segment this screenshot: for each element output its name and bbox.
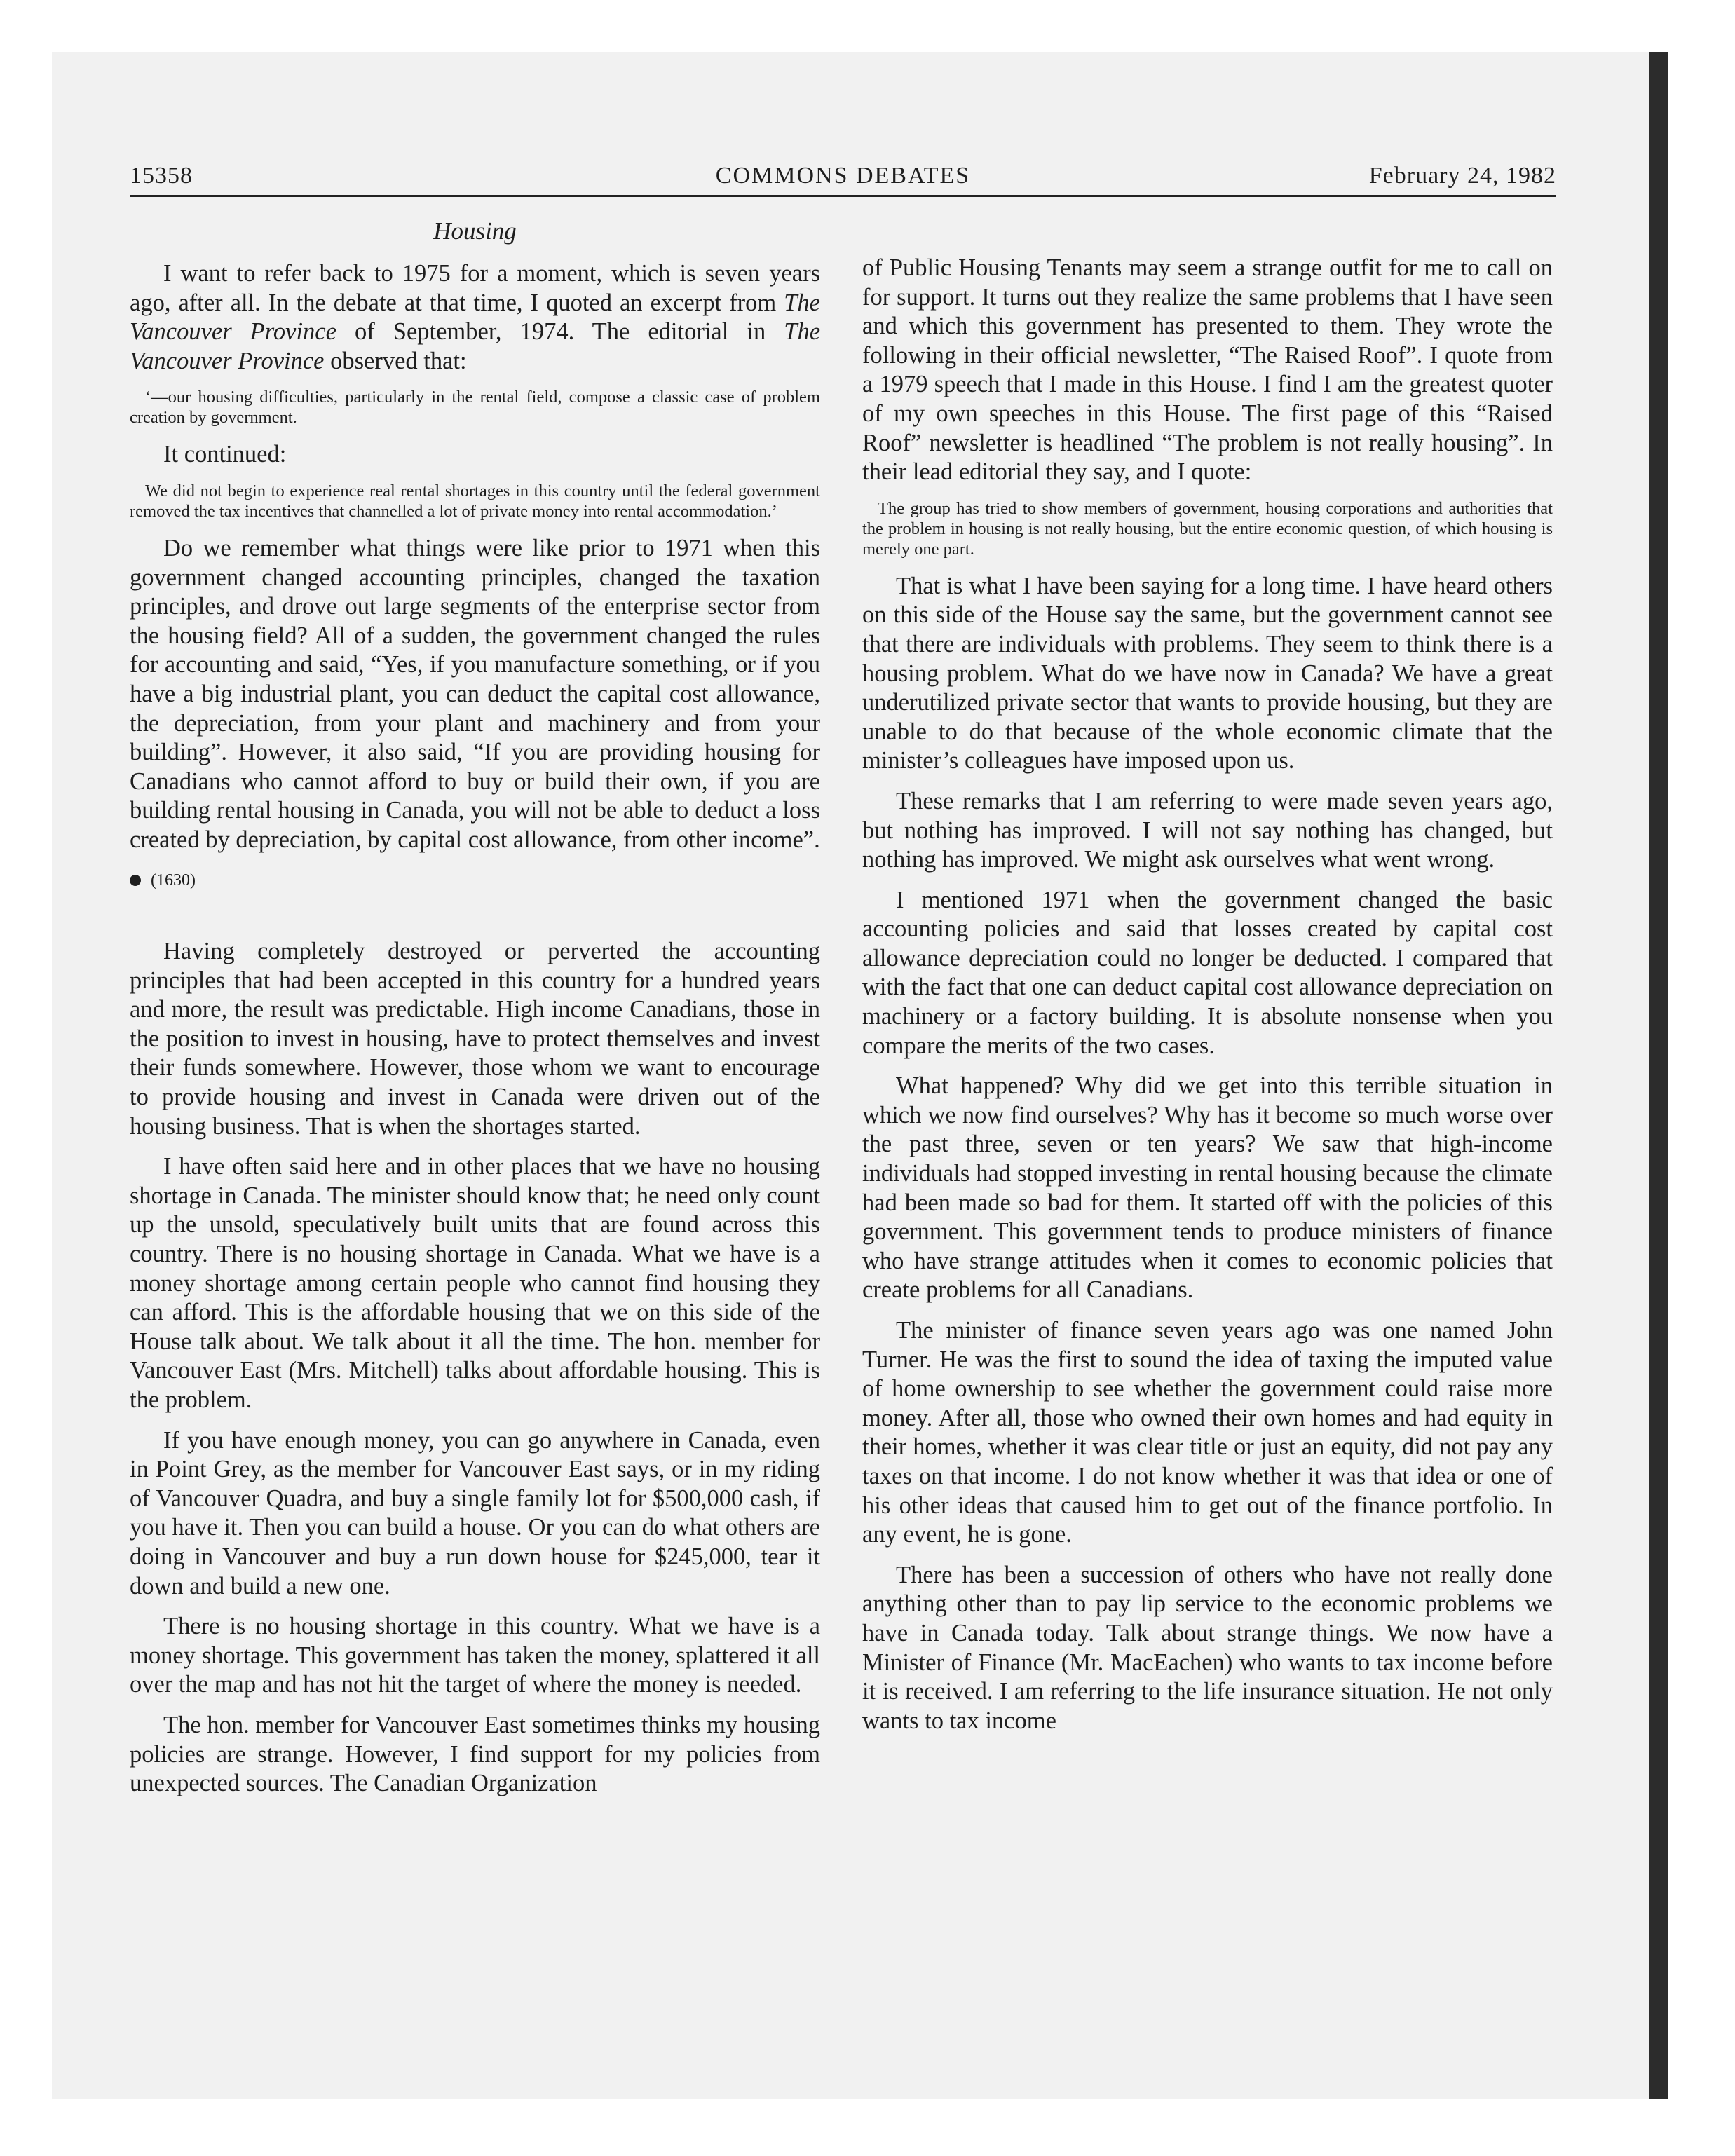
paragraph: There has been a succession of others who have not really done anything other than to pay lip service to the economic problems we have in Canada today. Talk about strange things. We now have a Minister of Finance (Mr. MacEachen) who wants to tax income before it is received. I am referring to the life insurance situation. He not only wants to tax income xyxy=(862,1561,1553,1734)
scan-edge-shadow xyxy=(1649,52,1668,2099)
publication-title: COMMONS DEBATES xyxy=(715,163,971,189)
bullet-icon xyxy=(130,875,141,886)
paragraph: Do we remember what things were like prior to 1971 when this government changed accounting principles, changed the taxation principles, and drove out large segments of the enterprise sector from the housing field? All of a sudden, the government changed the rules for accounting and said, “Yes, if you manufacture something, or if you have a big industrial plant, you can deduct the capital cost allowance, the depreciation, from your plant and machinery and from your building”. However, it also said, “If you are providing housing for Canadians who cannot afford to buy or build their own, if you are building rental housing in Canada, you will not be able to deduct a loss created by depreciation, by capital cost allowance, from other income”. xyxy=(130,534,820,853)
time-stamp xyxy=(130,866,820,896)
paragraph: I have often said here and in other places that we have no housing shortage in Canada. The minister should know that; he need only count up the unsold, speculatively built units that are found across this country. There is no housing shortage in Canada. What we have is a money shortage among certain people who cannot find housing they can afford. This is the affordable housing that we on this side of the House talk about. We talk about it all the time. The hon. member for Vancouver East (Mrs. Mitchell) talks about affordable housing. This is the problem. xyxy=(130,1153,820,1413)
section-heading: Housing xyxy=(433,217,517,245)
header-date: February 24, 1982 xyxy=(1368,163,1556,189)
page-number: 15358 xyxy=(130,163,193,189)
left-column xyxy=(130,210,820,1810)
paragraph-text: observed that: xyxy=(324,347,467,374)
paragraph: The minister of finance seven years ago was one named John Turner. He was the first to sound the idea of taxing the imputed value of home ownership to see whether the government could raise more money. After all, those who owned their own homes and had equity in their homes, whether it was clear title or just an equity, did not pay any taxes on that income. I do not know whether it was that idea or one of his other ideas that caused him to get out of the finance portfolio. In any event, he is gone. xyxy=(862,1317,1553,1548)
paragraph: If you have enough money, you can go anywhere in Canada, even in Point Grey, as the member for Vancouver East says, or in my riding of Vancouver Quadra, and buy a single family lot for $500,000 cash, if you have it. Then you can build a house. Or you can do what others are doing in Vancouver and buy a run down house for $245,000, tear it down and build a new one. xyxy=(130,1426,820,1599)
paragraph: I mentioned 1971 when the government changed the basic accounting policies and said that losses created by capital cost allowance depreciation could no longer be deducted. I compared that with the fact that one can deduct capital cost allowance depreciation on machinery or a factory building. It is absolute nonsense when you compare the merits of the two cases. xyxy=(862,886,1553,1059)
paragraph: There is no housing shortage in this country. What we have is a money shortage. This government has taken the money, splattered it all over the map and has not hit the target of where the money is needed. xyxy=(130,1613,820,1698)
paragraph: It continued: xyxy=(163,441,287,468)
paragraph-text: I want to refer back to 1975 for a moment, which is seven years ago, after all. In the debate at that time, I quoted an excerpt from xyxy=(130,260,820,316)
paragraph xyxy=(130,259,820,376)
newspaper-title: The Vancouver Province xyxy=(130,318,821,374)
paragraph-text: of September, 1974. The editorial in xyxy=(336,318,784,346)
paragraph: That is what I have been saying for a long time. I have heard others on this side of the House say the same, but the government cannot see that there are individuals with problems. They seem to think there is a housing problem. What do we have now in Canada? We have a great underutilized private sector that wants to provide housing, but they are unable to do that because of the whole economic climate that the minister’s colleagues have imposed upon us. xyxy=(862,572,1553,775)
block-quote: ‘—our housing difficulties, particularly in the rental field, compose a classic case of problem creation by government. xyxy=(130,388,820,428)
newspaper-title: The Vancouver Province xyxy=(130,289,820,346)
paragraph: The hon. member for Vancouver East sometimes thinks my housing policies are strange. However, I find support for my policies from unexpected sources. The Canadian Organization xyxy=(130,1711,820,1797)
right-column xyxy=(862,254,1553,1747)
paragraph: These remarks that I am referring to were made seven years ago, but nothing has improved. I will not say nothing has changed, but nothing has improved. We might ask ourselves what went wrong. xyxy=(862,787,1553,873)
running-header xyxy=(130,158,1556,197)
time-stamp-text: (1630) xyxy=(151,871,196,889)
paragraph: What happened? Why did we get into this terrible situation in which we now find ourselves? Why has it become so much worse over the past three, seven or ten years? We saw that high-income individuals had stopped investing in rental housing because the climate had been made so bad for them. It started off with the policies of this government. This government tends to produce ministers of finance who have strange attitudes when it comes to economic policies that create problems for all Canadians. xyxy=(862,1072,1553,1304)
block-quote: We did not begin to experience real rental shortages in this country until the federal government removed the tax incentives that channelled a lot of private money into rental accommodation.’ xyxy=(130,481,820,521)
block-quote: The group has tried to show members of government, housing corporations and authorities that the problem in housing is not really housing, but the entire economic question, of which housing is merely one part. xyxy=(862,498,1553,559)
paragraph: of Public Housing Tenants may seem a strange outfit for me to call on for support. It turns out they realize the same problems that I have seen and which this government has presented to them. They wrote the following in their official newsletter, “The Raised Roof”. I quote from a 1979 speech that I made in this House. I find I am the greatest quoter of my own speeches in this House. The first page of this “Raised Roof” newsletter is headlined “The problem is not really housing”. In their lead editorial they say, and I quote: xyxy=(862,254,1553,486)
paragraph: Having completely destroyed or perverted the accounting principles that had been accepted in this country for a hundred years and more, the result was predictable. High income Canadians, those in the position to invest in housing, have to protect themselves and invest their funds somewhere. However, those whom we want to encourage to provide housing and invest in Canada were driven out of the housing business. That is when the shortages started. xyxy=(130,938,820,1140)
